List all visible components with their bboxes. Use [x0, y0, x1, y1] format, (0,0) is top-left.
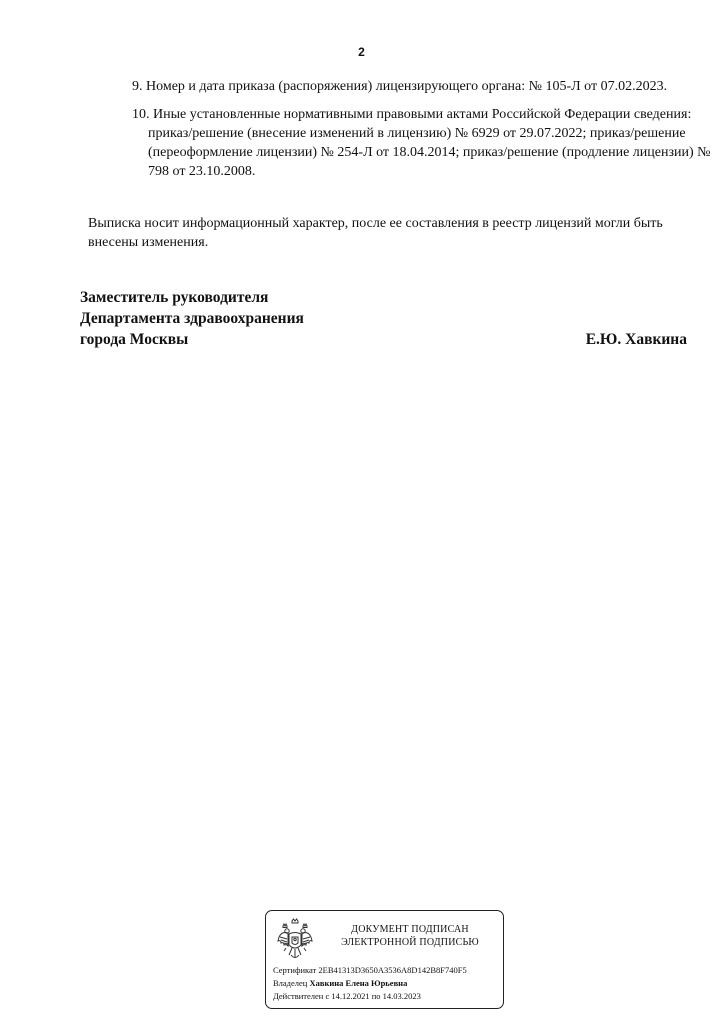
page-number: 2 — [358, 45, 365, 59]
stamp-valid-from: 14.12.2021 — [331, 991, 370, 1001]
list-item-10: 10. Иные установленные нормативными правовыми актами Российской Федерации сведения: приказ/решение (внесение изменений в лицензию) № 6929 от 29.07.2022; приказ/решение (переоформление лицензии) № 254-Л от 18.04.2014; приказ/решение (продление лицензии) № 798 от 23.10.2008. — [132, 107, 711, 179]
stamp-owner-value: Хавкина Елена Юрьевна — [309, 978, 408, 988]
signer-position-line-3: города Москвы — [80, 331, 189, 348]
signer-position-line-2: Департамента здравоохранения — [80, 310, 304, 327]
stamp-valid-to: 14.03.2023 — [382, 991, 421, 1001]
signer-position — [80, 287, 304, 350]
stamp-title-line-1: ДОКУМЕНТ ПОДПИСАН — [351, 924, 469, 935]
disclaimer-note: Выписка носит информационный характер, после ее составления в реестр лицензий могли быть внесены изменения. — [88, 216, 663, 250]
signer-position-line-1: Заместитель руководителя — [80, 289, 269, 306]
electronic-signature-stamp — [265, 910, 504, 1009]
stamp-certificate-label: Сертификат — [273, 965, 317, 975]
stamp-owner-label: Владелец — [273, 978, 308, 988]
coat-of-arms-icon — [276, 917, 314, 963]
stamp-valid-to-label: по — [371, 991, 381, 1001]
stamp-title-line-2: ЭЛЕКТРОННОЙ ПОДПИСЬЮ — [341, 937, 479, 948]
stamp-certificate-value: 2EB41313D3650A3536A8D142B8F740F5 — [318, 965, 467, 975]
stamp-certificate-row — [273, 964, 467, 977]
stamp-valid-label: Действителен с — [273, 991, 330, 1001]
stamp-validity-row — [273, 990, 467, 1003]
stamp-title — [320, 923, 500, 949]
signer-name: Е.Ю. Хавкина — [585, 331, 687, 348]
stamp-details — [273, 964, 467, 1003]
stamp-owner-row — [273, 977, 467, 990]
list-item-9: 9. Номер и дата приказа (распоряжения) лицензирующего органа: № 105-Л от 07.02.2023. — [132, 79, 668, 94]
